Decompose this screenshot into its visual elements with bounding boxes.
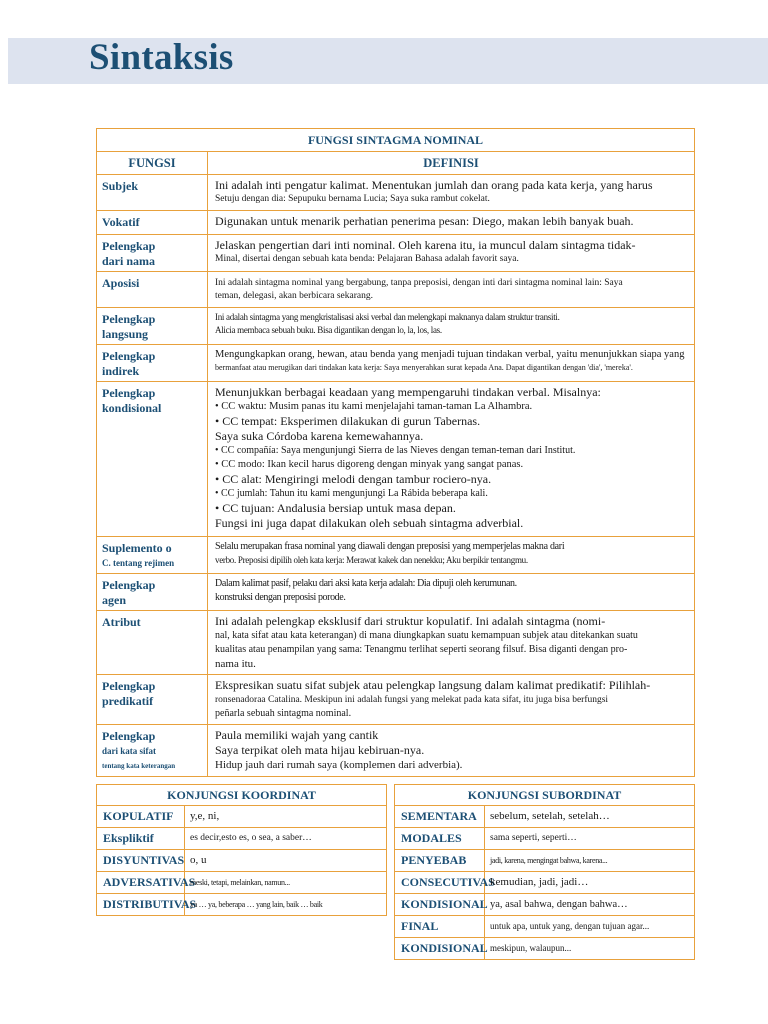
konjungsi-subordinat-table (394, 784, 695, 960)
function-name: Atribut (102, 615, 141, 629)
definition-line: verbo. Preposisi dipilih oleh kata kerja: Merawat kakek dan nenekku; Aku berpikir tentangmu. (215, 555, 528, 565)
conjunction-type: PENYEBAB (395, 850, 485, 872)
function-name: dari nama (102, 254, 156, 268)
conjunction-type: Ekspliktif (97, 828, 185, 850)
definition-line: Minal, disertai dengan sebuah kata benda: Pelajaran Bahasa adalah favorit saya. (215, 254, 519, 264)
table-row (395, 806, 695, 828)
fungsi-sintagma-table (96, 128, 695, 777)
definition-line: Ini adalah sintagma nominal yang bergabung, tanpa preposisi, dengan inti dari sintagma nominal lain: Saya (215, 278, 623, 288)
table-row (395, 872, 695, 894)
function-name: tentang kata keterangan (102, 762, 176, 770)
definition-line: • CC compañía: Saya mengunjungi Sierra de las Nieves dengan teman-teman dari Institut. (215, 445, 576, 456)
table-caption: KONJUNGSI KOORDINAT (97, 785, 387, 806)
conjunction-examples: untuk apa, untuk yang, dengan tujuan agar... (485, 916, 695, 938)
definition-line: kualitas atau penampilan yang sama: Tenangmu terlihat seperti seorang filsuf. Bisa diganti dengan pro- (215, 644, 628, 655)
conjunction-examples: y,e, ni, (185, 806, 387, 828)
definition-line: nama itu. (215, 658, 256, 670)
table-row (97, 894, 387, 916)
conjunction-examples: meskipun, walaupun... (485, 938, 695, 960)
conjunction-examples: sama seperti, seperti… (485, 828, 695, 850)
function-name: indirek (102, 364, 140, 378)
function-name: Suplemento o (102, 541, 172, 555)
definition-line: Jelaskan pengertian dari inti nominal. Oleh karena itu, ia muncul dalam sintagma tidak- (215, 238, 636, 252)
definition-line: Ekspresikan suatu sifat subjek atau pelengkap langsung dalam kalimat predikatif: Pilihlah- (215, 678, 651, 692)
definition-line: Menunjukkan berbagai keadaan yang mempengaruhi tindakan verbal. Misalnya: (215, 385, 601, 399)
table-row (395, 916, 695, 938)
conjunction-examples: ya, asal bahwa, dengan bahwa… (485, 894, 695, 916)
function-name: Pelengkap (102, 239, 156, 253)
table-row (97, 211, 695, 235)
function-name: Pelengkap (102, 578, 156, 592)
definition-line: Dalam kalimat pasif, pelaku dari aksi kata kerja adalah: Dia dipuji oleh kerumunan. (215, 578, 517, 589)
function-name: Pelengkap (102, 679, 156, 693)
function-name: agen (102, 593, 126, 607)
table-row (97, 850, 387, 872)
conjunction-type: KONDISIONAL (395, 938, 485, 960)
konjungsi-koordinat-table (96, 784, 387, 916)
column-header-definisi: DEFINISI (208, 152, 695, 175)
definition-line: • CC tempat: Eksperimen dilakukan di gurun Tabernas. (215, 414, 481, 428)
conjunction-type: SEMENTARA (395, 806, 485, 828)
definition-line: Paula memiliki wajah yang cantik (215, 728, 379, 742)
conjunction-type: KONDISIONAL (395, 894, 485, 916)
definition-line: ronsenadoraa Catalina. Meskipun ini adalah fungsi yang melekat pada kata sifat, itu juga bisa berfungsi (215, 695, 609, 705)
definition-line: Setuju dengan dia: Sepupuku bernama Lucia; Saya suka rambut cokelat. (215, 194, 490, 204)
table-row (395, 828, 695, 850)
definition-line: Fungsi ini juga dapat dilakukan oleh sebuah sintagma adverbial. (215, 516, 524, 530)
definition-line: peñarla sebuah sintagma nominal. (215, 708, 352, 719)
table-caption: FUNGSI SINTAGMA NOMINAL (97, 129, 695, 152)
definition-line: • CC modo: Ikan kecil harus digoreng dengan minyak yang sangat panas. (215, 459, 524, 470)
definition-line: Selalu merupakan frasa nominal yang diawali dengan preposisi yang memperjelas makna dari (215, 541, 565, 552)
conjunction-examples: sebelum, setelah, setelah… (485, 806, 695, 828)
function-name: C. tentang rejimen (102, 558, 175, 568)
table-row (97, 828, 387, 850)
conjunction-type: ADVERSATIVAS (97, 872, 185, 894)
page-title: Sintaksis (89, 37, 234, 78)
conjunction-examples: ya … ya, beberapa … yang lain, baik … baik (185, 894, 387, 916)
function-name: kondisional (102, 401, 162, 415)
column-header-fungsi: FUNGSI (97, 152, 208, 175)
definition-line: Ini adalah inti pengatur kalimat. Menentukan jumlah dan orang pada kata kerja, yang harus (215, 178, 653, 192)
table-row (97, 345, 695, 382)
table-row (97, 872, 387, 894)
definition-line: konstruksi dengan preposisi porode. (215, 592, 346, 603)
function-name: Subjek (102, 179, 139, 193)
function-name: predikatif (102, 694, 154, 708)
table-caption: KONJUNGSI SUBORDINAT (395, 785, 695, 806)
table-row (97, 675, 695, 725)
definition-line: Digunakan untuk menarik perhatian penerima pesan: Diego, makan lebih banyak buah. (215, 214, 634, 228)
conjunction-examples: es decir,esto es, o sea, a saber… (185, 828, 387, 850)
function-name: Aposisi (102, 276, 140, 290)
definition-line: bermanfaat atau merugikan dari tindakan kata kerja: Saya menyerahkan surat kepada Ana. Dapat digantikan dengan 'dia', 'mereka'. (215, 363, 633, 372)
definition-line: teman, delegasi, akan berbicara sekarang. (215, 291, 373, 301)
definition-line: nal, kata sifat atau kata keterangan) di mana diungkapkan suatu kemampuan subjek atau ditekankan suatu (215, 630, 638, 641)
function-name: Vokatif (102, 215, 140, 229)
table-row (395, 850, 695, 872)
conjunction-examples: kemudian, jadi, jadi… (485, 872, 695, 894)
definition-line: Ini adalah pelengkap eksklusif dari struktur kopulatif. Ini adalah sintagma (nomi- (215, 614, 606, 628)
table-row (97, 308, 695, 345)
definition-line: Alicia membaca sebuah buku. Bisa digantikan dengan lo, la, los, las. (215, 325, 442, 335)
function-name: dari kata sifat (102, 746, 156, 756)
function-name: Pelengkap (102, 349, 156, 363)
conjunction-type: DISTRIBUTIVAS (97, 894, 185, 916)
conjunction-examples: jadi, karena, mengingat bahwa, karena... (485, 850, 695, 872)
table-row (97, 574, 695, 611)
table-row (97, 725, 695, 777)
function-name: Pelengkap (102, 729, 156, 743)
function-name: Pelengkap (102, 386, 156, 400)
table-row (97, 235, 695, 272)
conjunction-type: FINAL (395, 916, 485, 938)
function-name: langsung (102, 327, 149, 341)
table-row (97, 611, 695, 675)
conjunction-type: DISYUNTIVAS (97, 850, 185, 872)
definition-line: • CC waktu: Musim panas itu kami menjelajahi taman-taman La Alhambra. (215, 401, 533, 412)
table-row (97, 806, 387, 828)
table-row (97, 272, 695, 308)
definition-line: • CC alat: Mengiringi melodi dengan tambur rociero-nya. (215, 472, 492, 486)
conjunction-type: MODALES (395, 828, 485, 850)
definition-line: Mengungkapkan orang, hewan, atau benda yang menjadi tujuan tindakan verbal, yaitu menunjukkan siapa yang (215, 349, 685, 360)
definition-line: Saya terpikat oleh mata hijau kebiruan-nya. (215, 743, 425, 757)
definition-line: Saya suka Córdoba karena kemewahannya. (215, 429, 424, 443)
table-row (395, 894, 695, 916)
table-row (97, 175, 695, 211)
definition-line: • CC jumlah: Tahun itu kami mengunjungi La Rábida beberapa kali. (215, 488, 488, 499)
function-name: Pelengkap (102, 312, 156, 326)
definition-line: Hidup jauh dari rumah saya (komplemen dari adverbia). (215, 759, 463, 771)
definition-line: • CC tujuan: Andalusia bersiap untuk masa depan. (215, 501, 456, 515)
table-row (97, 382, 695, 537)
table-row (395, 938, 695, 960)
conjunction-type: CONSECUTIVAS (395, 872, 485, 894)
conjunction-type: KOPULATIF (97, 806, 185, 828)
conjunction-examples: meski, tetapi, melainkan, namun... (185, 872, 387, 894)
definition-line: Ini adalah sintagma yang mengkristalisasi aksi verbal dan melengkapi maknanya dalam struktur transiti. (215, 312, 560, 322)
conjunction-examples: o, u (185, 850, 387, 872)
table-row (97, 537, 695, 574)
